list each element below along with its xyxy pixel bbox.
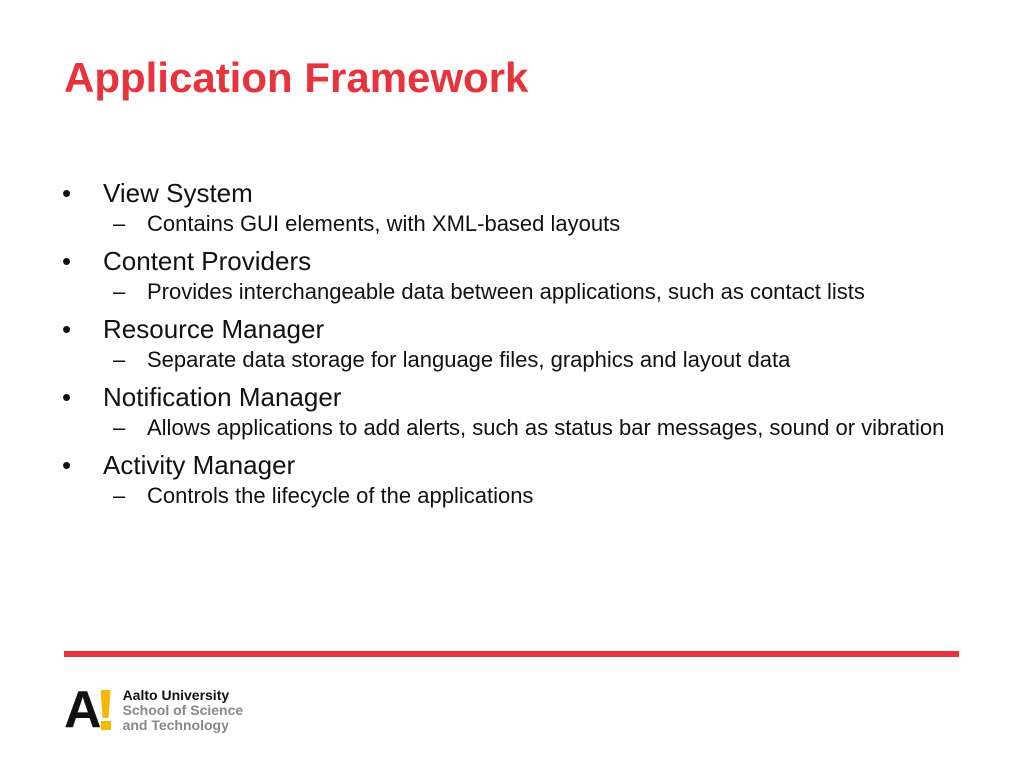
aalto-logo: [64, 681, 244, 739]
bullet-item: [62, 380, 962, 442]
bullet-item: [62, 244, 962, 306]
footer-divider: [64, 651, 959, 657]
bullet-item: [62, 448, 962, 510]
logo-text: [123, 688, 244, 733]
sub-bullet-text: Contains GUI elements, with XML-based layouts: [147, 211, 621, 236]
sub-bullet-text: Separate data storage for language files, graphics and layout data: [147, 347, 791, 372]
bullet-marker: •: [62, 246, 72, 276]
bullet-text-content-providers: Content Providers: [103, 246, 312, 276]
exclamation-icon: [101, 688, 111, 732]
logo-university-name: Aalto University: [122, 687, 230, 703]
bullet-list: [62, 176, 962, 516]
bullet-text-notification-manager: Notification Manager: [103, 382, 342, 412]
bullet-marker: •: [62, 314, 72, 344]
sub-bullet-text: Provides interchangeable data between applications, such as contact lists: [147, 279, 865, 304]
sub-bullet-item: [103, 414, 962, 442]
bullet-marker: •: [62, 450, 72, 480]
sub-bullet-marker: –: [113, 415, 126, 440]
bullet-text-view-system: View System: [103, 178, 253, 208]
bullet-marker: •: [62, 178, 72, 208]
sub-bullet-marker: –: [113, 483, 126, 508]
sub-bullet-item: [103, 346, 962, 374]
sub-bullet-text: Allows applications to add alerts, such as status bar messages, sound or vibration: [147, 415, 945, 440]
bullet-item: [62, 176, 962, 238]
sub-bullet-item: [103, 482, 962, 510]
logo-mark: [64, 681, 111, 739]
sub-bullet-text: Controls the lifecycle of the applications: [147, 483, 534, 508]
sub-bullet-item: [103, 210, 962, 238]
bullet-item: [62, 312, 962, 374]
sub-bullet-marker: –: [113, 211, 126, 236]
logo-school-line1: School of Science: [122, 702, 244, 718]
sub-bullet-item: [103, 278, 962, 306]
slide-title: Application Framework: [64, 54, 529, 101]
bullet-text-resource-manager: Resource Manager: [103, 314, 325, 344]
sub-bullet-marker: –: [113, 279, 126, 304]
bullet-marker: •: [62, 382, 72, 412]
logo-a-letter: A: [64, 681, 100, 739]
logo-school-line2: and Technology: [122, 717, 229, 733]
bullet-text-activity-manager: Activity Manager: [103, 450, 296, 480]
sub-bullet-marker: –: [113, 347, 126, 372]
